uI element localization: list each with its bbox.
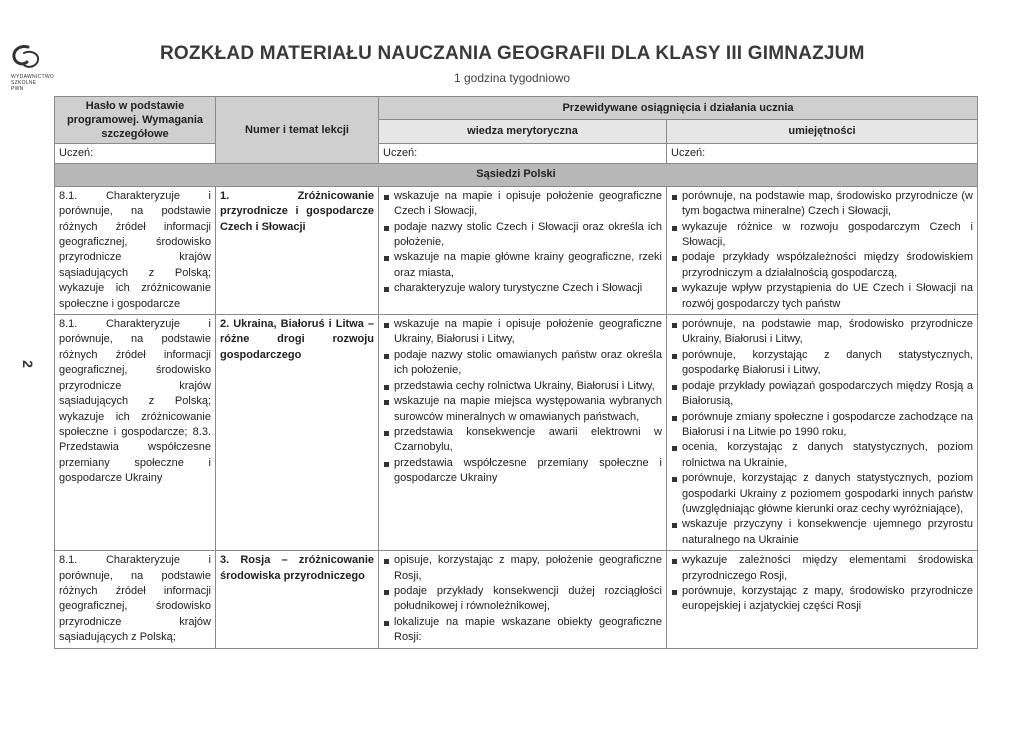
list-item: wskazuje na mapie miejsca występowania wybranych surowców mineralnych w omawianych państwach, [383, 394, 662, 425]
header-wiedza: wiedza merytoryczna [379, 119, 667, 143]
publisher-line: SZKOLNE [11, 80, 37, 86]
page-subtitle: 1 godzina tygodniowo [454, 71, 571, 85]
list-item: ocenia, korzystając z danych statystycznych, poziom rolnictwa na Ukrainie, [671, 440, 973, 471]
header-przewidywane: Przewidywane osiągnięcia i działania ucznia [379, 97, 978, 120]
section-heading: Sąsiedzi Polski [55, 164, 978, 186]
header-numer: Numer i temat lekcji [216, 97, 379, 164]
list-item: przedstawia współczesne przemiany społeczne i gospodarcze Ukrainy [383, 456, 662, 487]
list-item: podaje przykłady współzależności między środowiskiem przyrodniczym a działalnością gospodarczą, [671, 250, 973, 281]
haslo-cell: 8.1. Charakteryzuje i porównuje, na podstawie różnych źródeł informacji geograficznej, środowisko przyrodnicze krajów sąsiadujących z Polską; [55, 551, 216, 648]
table-row [55, 551, 978, 648]
wiedza-cell [379, 186, 667, 314]
list-item: porównuje, korzystając z danych statystycznych, gospodarkę Białorusi i Litwy, [671, 348, 973, 379]
list-item: wykazuje wpływ przystąpienia do UE Czech i Słowacji na rozwój gospodarczy tych państw [671, 281, 973, 312]
publisher-logo-icon [10, 44, 42, 70]
uczen-label: Uczeń: [667, 144, 978, 164]
publisher-line: WYDAWNICTWO [11, 74, 55, 80]
umiejetnosci-cell [667, 551, 978, 648]
list-item: porównuje, korzystając z danych statystycznych, poziom gospodarki Ukrainy z poziomem gospodarki innych państw (uwzględniając główne kierunki oraz cechy wyróżniające), [671, 471, 973, 517]
haslo-cell: 8.1. Charakteryzuje i porównuje, na podstawie różnych źródeł informacji geograficznej, środowisko przyrodnicze krajów sąsiadujących z Polską; wykazuje ich zróżnicowanie społeczne i gospodarcze; 8.3. Przedstawia współczesne przemiany społeczne i gospodarcze Ukrainy [55, 315, 216, 551]
wiedza-cell [379, 315, 667, 551]
publisher-name [11, 74, 55, 92]
haslo-cell: 8.1. Charakteryzuje i porównuje, na podstawie różnych źródeł informacji geograficznej, środowisko przyrodnicze krajów sąsiadujących z Polską; wykazuje ich zróżnicowanie społeczne i gospodarcze [55, 186, 216, 314]
uczen-label: Uczeń: [379, 144, 667, 164]
list-item: podaje nazwy stolic omawianych państw oraz określa ich położenie, [383, 348, 662, 379]
list-item: wskazuje na mapie i opisuje położenie geograficzne Czech i Słowacji, [383, 189, 662, 220]
uczen-label: Uczeń: [55, 144, 216, 164]
lesson-title: 3. Rosja – zróżnicowanie środowiska przyrodniczego [216, 551, 379, 648]
table-row [55, 186, 978, 314]
header-haslo: Hasło w podstawie programowej. Wymagania szczegółowe [55, 97, 216, 144]
umiejetnosci-cell [667, 315, 978, 551]
list-item: przedstawia konsekwencje awarii elektrowni w Czarnobylu, [383, 425, 662, 456]
list-item: porównuje, na podstawie map, środowisko przyrodnicze Ukrainy, Białorusi i Litwy, [671, 317, 973, 348]
header-umiejetnosci: umiejętności [667, 119, 978, 143]
list-item: wskazuje na mapie i opisuje położenie geograficzne Ukrainy, Białorusi i Litwy, [383, 317, 662, 348]
table-row [55, 315, 978, 551]
list-item: lokalizuje na mapie wskazane obiekty geograficzne Rosji: [383, 615, 662, 646]
list-item: wskazuje na mapie główne krainy geograficzne, rzeki oraz miasta, [383, 250, 662, 281]
page-number: 2 [19, 360, 36, 368]
list-item: opisuje, korzystając z mapy, położenie geograficzne Rosji, [383, 553, 662, 584]
list-item: wykazuje zależności między elementami środowiska przyrodniczego Rosji, [671, 553, 973, 584]
list-item: wykazuje różnice w rozwoju gospodarczym Czech i Słowacji, [671, 220, 973, 251]
lesson-title: 1. Zróżnicowanie przyrodnicze i gospodarcze Czech i Słowacji [216, 186, 379, 314]
list-item: porównuje, korzystając z mapy, środowisko przyrodnicze europejskiej i azjatyckiej części Rosji [671, 584, 973, 615]
lesson-title: 2. Ukraina, Białoruś i Litwa – różne drogi rozwoju gospodarczego [216, 315, 379, 551]
list-item: podaje przykłady konsekwencji dużej rozciągłości południkowej i równoleżnikowej, [383, 584, 662, 615]
page-title: ROZKŁAD MATERIAŁU NAUCZANIA GEOGRAFII DLA KLASY III GIMNAZJUM [160, 43, 865, 64]
publisher-line: PWN [11, 86, 24, 92]
list-item: przedstawia cechy rolnictwa Ukrainy, Białorusi i Litwy, [383, 379, 662, 394]
wiedza-cell [379, 551, 667, 648]
list-item: porównuje, na podstawie map, środowisko przyrodnicze (w tym bogactwa mineralne) Czech i Słowacji, [671, 189, 973, 220]
list-item: podaje nazwy stolic Czech i Słowacji oraz określa ich położenie, [383, 220, 662, 251]
list-item: podaje przykłady powiązań gospodarczych między Rosją a Białorusią, [671, 379, 973, 410]
list-item: charakteryzuje walory turystyczne Czech i Słowacji [383, 281, 662, 296]
curriculum-table [54, 96, 978, 649]
umiejetnosci-cell [667, 186, 978, 314]
list-item: wskazuje przyczyny i konsekwencje ujemnego przyrostu naturalnego na Ukrainie [671, 517, 973, 548]
list-item: porównuje zmiany społeczne i gospodarcze zachodzące na Białorusi i na Litwie po 1990 roku, [671, 410, 973, 441]
